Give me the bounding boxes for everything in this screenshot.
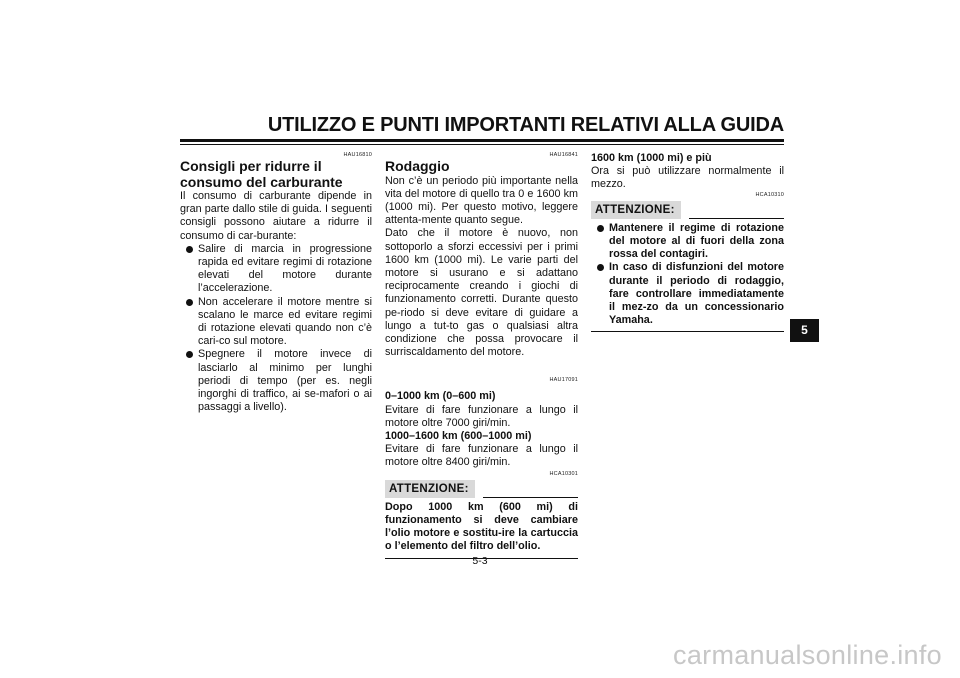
header-rule (180, 139, 784, 142)
list-item-text: Non accelerare il motore mentre si scalano le marce ed evitare regimi di rotazione elevati quando non c’è cari-co sul motore. (198, 295, 372, 348)
bullet-icon (186, 299, 193, 306)
paragraph: Evitare di fare funzionare a lungo il motore oltre 8400 giri/min. (385, 443, 578, 469)
bullet-icon (186, 351, 193, 358)
subheading: 1600 km (1000 mi) e più (591, 152, 712, 164)
paragraph: Non c’è un periodo più importante nella vita del motore di quello tra 0 e 1600 km (1000 mi). Per questo motivo, leggere attenta-mente quanto segue. (385, 174, 578, 227)
list-item (591, 222, 784, 262)
reference-code: HAU17091 (549, 377, 578, 384)
list-item (180, 243, 372, 296)
bullet-icon (597, 225, 604, 232)
paragraph: Evitare di fare funzionare a lungo il motore oltre 7000 giri/min. (385, 403, 578, 429)
list-item (180, 348, 372, 414)
caution-header (591, 201, 784, 219)
column-fuel-tips (180, 152, 372, 414)
caution-rule (483, 497, 578, 498)
column-after-break-in (591, 152, 784, 332)
list-item (591, 261, 784, 327)
caution-end-rule (591, 331, 784, 332)
reference-code: HAU16841 (549, 152, 578, 158)
column-break-in (385, 152, 578, 559)
list-item-text: Spegnere il motore invece di lasciarlo al minimo per lunghi periodi di tempo (per es. negli ingorghi di traffico, ai se-mafori o ai passaggi a livello). (198, 348, 372, 414)
paragraph: Dato che il motore è nuovo, non sottoporlo a sforzi eccessivi per i primi 1600 km (1000 mi). Le varie parti del motore si usurano e si adattano reciprocamente creando i giochi di funzionamento corretti. Durante questo pe-riodo si deve evitare di guidare a lungo a tut-to gas o qualsiasi altra condizione che possa provocare il surriscaldamento del motore. (385, 227, 578, 359)
tips-list (180, 243, 372, 415)
watermark: carmanualsonline.info (673, 640, 942, 670)
list-item (180, 296, 372, 349)
intro-paragraph: Il consumo di carburante dipende in gran parte dallo stile di guida. I seguenti consigli possono aiutare a ridurre il consumo di car-burante: (180, 190, 372, 242)
reference-code: HCA10310 (755, 191, 784, 198)
caution-label: ATTENZIONE: (385, 480, 475, 498)
paragraph: Ora si può utilizzare normalmente il mezzo. (591, 165, 784, 191)
page-header-title: UTILIZZO E PUNTI IMPORTANTI RELATIVI ALLA GUIDA (267, 114, 784, 136)
list-item-text: Mantenere il regime di rotazione del motore al di fuori della zona rossa del contagiri. (609, 221, 784, 261)
caution-rule (689, 218, 784, 219)
caution-text: Dopo 1000 km (600 mi) di funzionamento si deve cambiare l’olio motore e sostitu-ire la cartuccia o l’elemento del filtro dell’olio. (385, 500, 578, 553)
section-heading: Consigli per ridurre il consumo del carburante (180, 158, 343, 190)
section-heading: Rodaggio (385, 158, 450, 174)
caution-list (591, 222, 784, 328)
subheading: 1000–1600 km (600–1000 mi) (385, 429, 532, 442)
header-rule-thin (180, 144, 784, 145)
subheading: 0–1000 km (0–600 mi) (385, 390, 496, 403)
list-item-text: Salire di marcia in progressione rapida ed evitare regimi di rotazione elevati del motore durante l’accelerazione. (198, 242, 372, 295)
section-tab: 5 (790, 319, 819, 342)
list-item-text: In caso di disfunzioni del motore durante il periodo di rodaggio, fare controllare immediatamente il mez-zo da un concessionario Yamaha. (609, 261, 784, 327)
caution-label: ATTENZIONE: (591, 201, 681, 219)
caution-header (385, 480, 578, 498)
bullet-icon (597, 264, 604, 271)
reference-code: HCA10301 (549, 470, 578, 477)
bullet-icon (186, 246, 193, 253)
reference-code: HAU16810 (343, 152, 372, 158)
page-number: 5-3 (472, 555, 488, 567)
